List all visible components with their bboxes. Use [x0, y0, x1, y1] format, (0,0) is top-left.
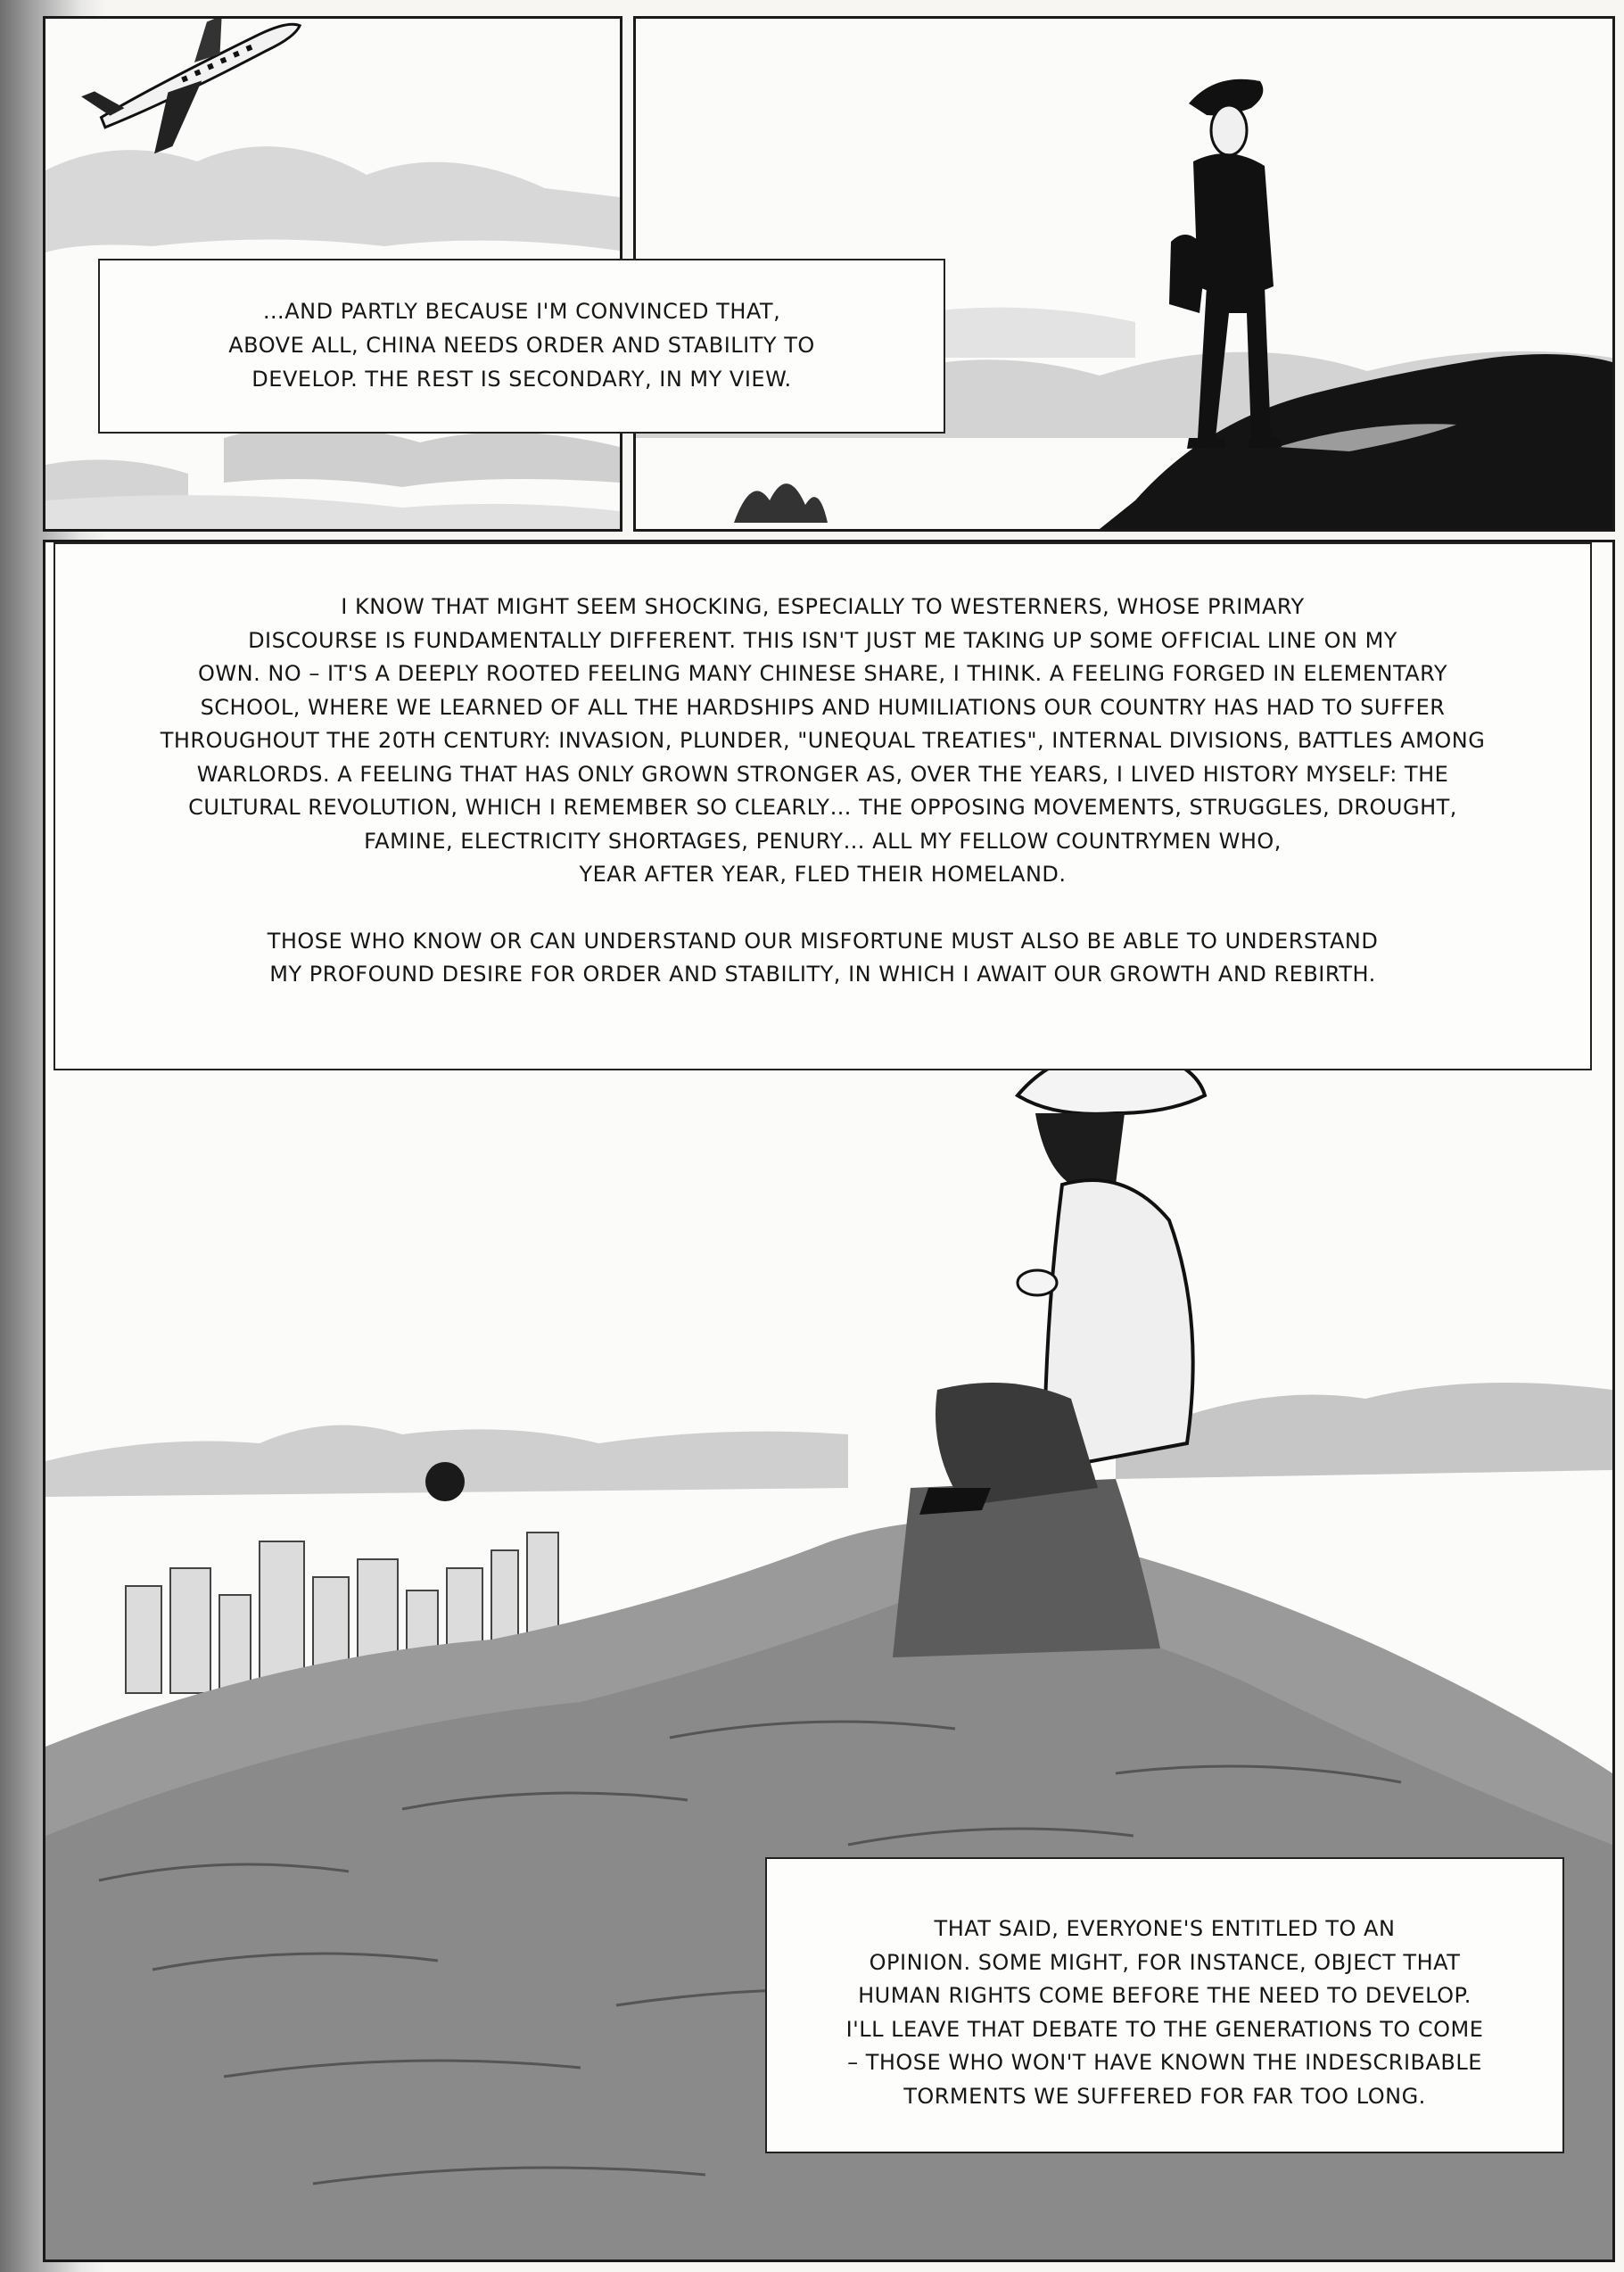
sun-icon — [425, 1462, 465, 1501]
caption-top — [98, 259, 945, 434]
caption-top-text: …AND PARTLY BECAUSE I'M CONVINCED THAT, ABOVE ALL, CHINA NEEDS ORDER AND STABILITY TO DEVELOP. THE REST IS SECONDARY, IN MY VIEW. — [228, 299, 815, 392]
caption-middle — [54, 542, 1592, 1070]
sitting-man-figure — [919, 1050, 1205, 1515]
caption-bottom — [765, 1857, 1564, 2153]
caption-middle-paragraph-1: I KNOW THAT MIGHT SEEM SHOCKING, ESPECIALLY TO WESTERNERS, WHOSE PRIMARY DISCOURSE IS FUNDAMENTALLY DIFFERENT. THIS ISN'T JUST ME TAKING UP SOME OFFICIAL LINE ON MY OWN. NO – IT'S A DEEPLY ROOTED FEELING MANY CHINESE SHARE, I THINK. A FEELING FORGED IN ELEMENTARY SCHOOL, WHERE WE LEARNED OF ALL THE HARDSHIPS AND HUMILIATIONS OUR COUNTRY HAS HAD TO SUFFER THROUGHOUT THE 20TH CENTURY: INVASION, PLUNDER, "UNEQUAL TREATIES", INTERNAL DIVISIONS, BATTLES AMONG WARLORDS. A FEELING THAT HAS ONLY GROWN STRONGER AS, OVER THE YEARS, I LIVED HISTORY MYSELF: THE CULTURAL REVOLUTION, WHICH I REMEMBER SO CLEARLY… THE OPPOSING MOVEMENTS, STRUGGLES, DROUGHT, FAMINE, ELECTRICITY SHORTAGES, PENURY… ALL MY FELLOW COUNTRYMEN WHO, YEAR AFTER YEAR, FLED THEIR HOMELAND. — [160, 594, 1486, 887]
caption-middle-paragraph-2: THOSE WHO KNOW OR CAN UNDERSTAND OUR MISFORTUNE MUST ALSO BE ABLE TO UNDERSTAND MY PROFOUND DESIRE FOR ORDER AND STABILITY, IN WHICH I AWAIT OUR GROWTH AND REBIRTH. — [267, 928, 1379, 987]
caption-bottom-text: THAT SAID, EVERYONE'S ENTITLED TO AN OPINION. SOME MIGHT, FOR INSTANCE, OBJECT THAT HUMAN RIGHTS COME BEFORE THE NEED TO DEVELOP. I'LL LEAVE THAT DEBATE TO THE GENERATIONS TO COME – THOSE WHO WON'T HAVE KNOWN THE INDESCRIBABLE TORMENTS WE SUFFERED FOR FAR TOO LONG. — [845, 1916, 1484, 2109]
